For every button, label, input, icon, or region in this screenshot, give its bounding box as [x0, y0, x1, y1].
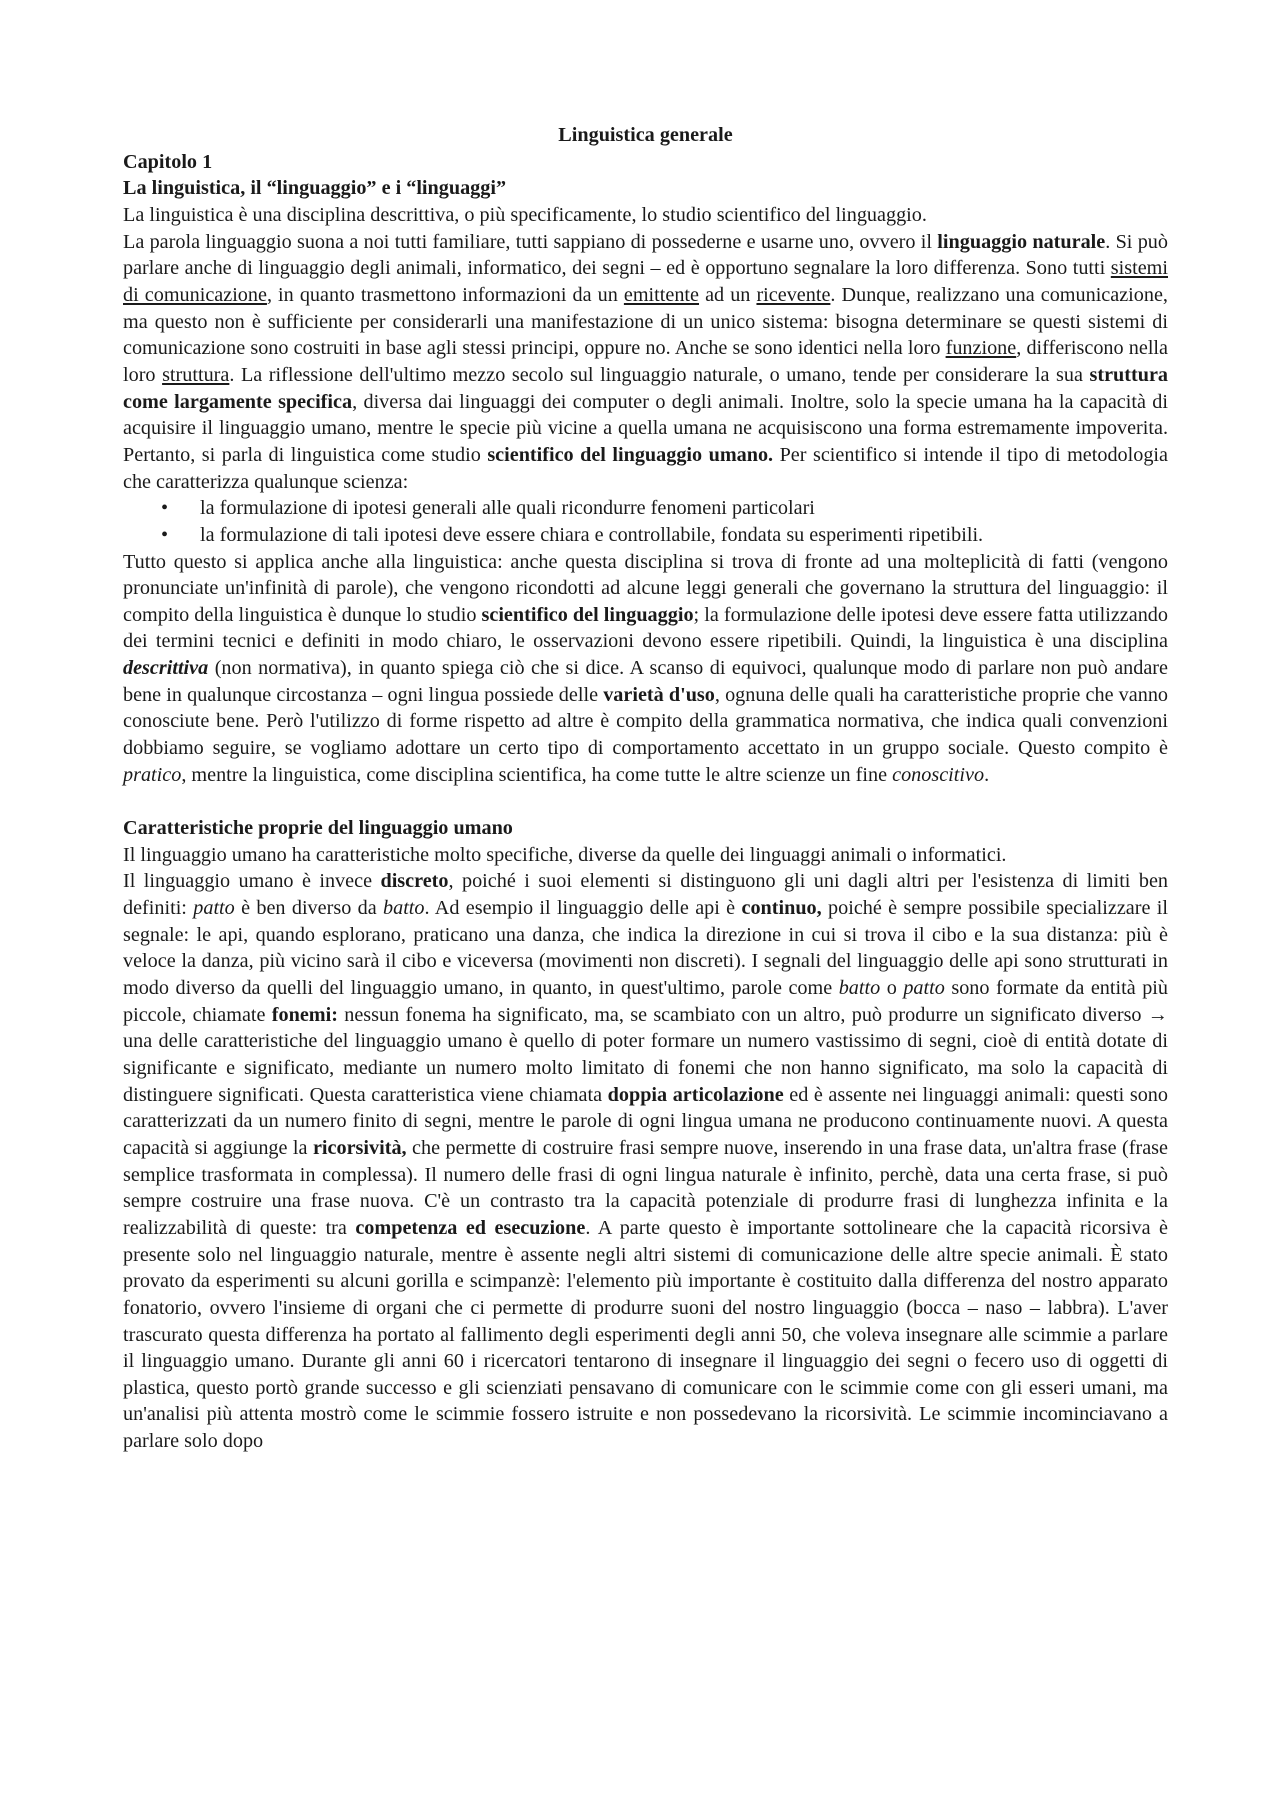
term-continuo: continuo, — [741, 897, 822, 920]
section-heading-linguistica: La linguistica, il “linguaggio” e i “linguaggi” — [123, 177, 507, 200]
bullet-icon: • — [161, 523, 169, 546]
paragraph-intro: La linguistica è una disciplina descrittiva, o più specificamente, lo studio scientifico del linguaggio. — [123, 203, 927, 226]
term-struttura-specifica: struttura come largamente specifica — [123, 363, 1168, 413]
term-ricorsivita: ricorsività, — [312, 1136, 407, 1159]
paragraph-linguaggio: La parola linguaggio suona a noi tutti familiare, tutti sappiano di possederne e usarne uno, ovvero il linguaggio naturale. Si può parlare anche di linguaggio degli animali, informatico, dei segni – ed è opportuno segnalare la loro differenza. Sono tutti sistemi di comunicazione, in quanto trasmettono informazioni da un emittente ad un ricevente. Dunque, realizzano una comunicazione, ma questo non è sufficiente per considerarli una manifestazione di un unico sistema: bisogna determinare se questi sistemi di comunicazione sono costruiti in base agli stessi principi, oppure no. Anche se sono identici nella loro funzione, differiscono nella loro struttura. La riflessione dell'ultimo mezzo secolo sul linguaggio naturale, o umano, tende per considerare la sua struttura come largamente specifica, diversa dai linguaggi dei computer o degli animali. Inoltre, solo la specie umana ha la capacità di acquisire il linguaggio umano, mentre le specie più vicine a quella umana ne acquisiscono una forma estremamente impoverita. Pertanto, si parla di linguistica come studio scientifico del linguaggio umano. Per scientifico si intende il tipo di metodologia che caratterizza qualunque scienza: — [123, 230, 1169, 493]
term-competenza-esecuzione: competenza ed esecuzione — [355, 1216, 586, 1239]
term-discreto: discreto — [380, 870, 449, 893]
term-struttura: struttura — [162, 363, 230, 386]
document-page — [123, 122, 1168, 1455]
bullet-icon: • — [161, 497, 169, 520]
term-varieta-uso: varietà d'uso — [603, 683, 715, 706]
paragraph-caratteristiche: Il linguaggio umano è invece discreto, poiché i suoi elementi si distinguono gli uni dagli altri per l'esistenza di limiti ben definiti: patto è ben diverso da batto. Ad esempio il linguaggio delle api è continuo, poiché è sempre possibile specializzare il segnale: le api, quando esplorano, praticano una danza, che indica la direzione in cui si trova il cibo e la sua distanza: più è veloce la danza, più vicino sarà il cibo e viceversa (movimenti non discreti). I segnali del linguaggio delle api sono strutturati in modo diverso da quelli del linguaggio umano, in quanto, in quest'ultimo, parole come batto o patto sono formate da entità più piccole, chiamate fonemi: nessun fonema ha significato, ma, se scambiato con un altro, può produrre un significato diverso → una delle caratteristiche del linguaggio umano è quello di poter formare un numero vastissimo di segni, cioè di entità dotate di significante e significato, mediante un numero molto limitato di fonemi che non hanno significato, ma solo la capacità di distinguere significati. Questa caratteristica viene chiamata doppia articolazione ed è assente nei linguaggi animali: questi sono caratterizzati da un numero finito di segni, mentre le parole di ogni lingua umana ne producono continuamente nuovi. A questa capacità si aggiunge la ricorsività, che permette di costruire frasi sempre nuove, inserendo in una frase data, un'altra frase (frase semplice trasformata in complessa). Il numero delle frasi di ogni lingua naturale è infinito, perchè, data una certa frase, si può sempre costruire una frase nuova. C'è un contrasto tra la capacità potenziale di produrre frasi di lunghezza infinita e la realizzabilità di queste: tra competenza ed esecuzione. A parte questo è importante sottolineare che la capacità ricorsiva è presente solo nel linguaggio naturale, mentre è assente negli altri sistemi di comunicazione delle altre specie animali. È stato provato da esperimenti su alcuni gorilla e scimpanzè: l'elemento più importante è costituito dalla differenza del nostro apparato fonatorio, ovvero l'insieme di organi che ci permette di produrre suoni del nostro linguaggio (bocca – naso – labbra). L'aver trascurato questa differenza ha portato al fallimento degli esperimenti degli anni 50, che voleva insegnare alle scimmie a parlare il linguaggio umano. Durante gli anni 60 i ricercatori tentarono di insegnare il linguaggio dei segni o fecero uso di oggetti di plastica, questo portò grande successo e gli scienziati pensavano di comunicare con le scimmie come con gli esseri umani, ma un'analisi più attenta mostrò come le scimmie fossero istruite e non possedevano la ricorsività. Le scimmie incominciavano a parlare solo dopo — [123, 870, 1168, 1453]
term-sistemi-comunicazione: sistemi di comunicazione — [123, 257, 1168, 306]
paragraph-caratteristiche-intro: Il linguaggio umano ha caratteristiche molto specifiche, diverse da quelle dei linguaggi animali o informatici. — [123, 843, 1007, 866]
term-ricevente: ricevente — [756, 283, 831, 306]
list-item: • la formulazione di ipotesi generali alle quali ricondurre fenomeni particolari — [123, 495, 1168, 522]
term-conoscitivo: conoscitivo — [892, 763, 985, 786]
term-fonemi: fonemi: — [271, 1003, 338, 1026]
chapter-heading: Capitolo 1 — [123, 150, 213, 173]
term-scientifico-linguaggio: scientifico del linguaggio — [481, 603, 694, 626]
term-doppia-articolazione: doppia articolazione — [607, 1083, 784, 1106]
term-scientifico-linguaggio-umano: scientifico del linguaggio umano. — [487, 443, 774, 466]
section-heading-caratteristiche: Caratteristiche proprie del linguaggio umano — [123, 817, 513, 840]
document-title: Linguistica generale — [558, 124, 733, 146]
paragraph-applicazione: Tutto questo si applica anche alla linguistica: anche questa disciplina si trova di fronte ad una molteplicità di fatti (vengono pronunciate un'infinità di parole), che vengono ricondotti ad alcune leggi generali che governano la struttura del linguaggio: il compito della linguistica è dunque lo studio scientifico del linguaggio; la formulazione delle ipotesi deve essere fatta utilizzando dei termini tecnici e definiti in modo chiaro, le osservazioni devono essere ripetibili. Quindi, la linguistica è una disciplina descrittiva (non normativa), in quanto spiega ciò che si dice. A scanso di equivoci, qualunque modo di parlare non può andare bene in qualunque circostanza – ogni lingua possiede delle varietà d'uso, ognuna delle quali ha caratteristiche proprie che vanno conosciute bene. Però l'utilizzo di forme rispetto ad altre è compito della grammatica normativa, che indica quali convenzioni dobbiamo seguire, se vogliamo adottare un certo tipo di comportamento accettato in un gruppo sociale. Questo compito è pratico, mentre la linguistica, come disciplina scientifica, ha come tutte le altre scienze un fine conoscitivo. — [123, 550, 1169, 786]
term-emittente: emittente — [623, 283, 700, 306]
methodology-list — [123, 495, 1168, 548]
term-linguaggio-naturale: linguaggio naturale — [937, 230, 1106, 253]
blank-line — [123, 788, 1168, 815]
term-pratico: pratico — [123, 763, 182, 786]
term-funzione: funzione — [945, 337, 1017, 360]
term-descrittiva: descrittiva — [123, 657, 209, 680]
list-item: • la formulazione di tali ipotesi deve essere chiara e controllabile, fondata su esperimenti ripetibili. — [123, 522, 1168, 549]
